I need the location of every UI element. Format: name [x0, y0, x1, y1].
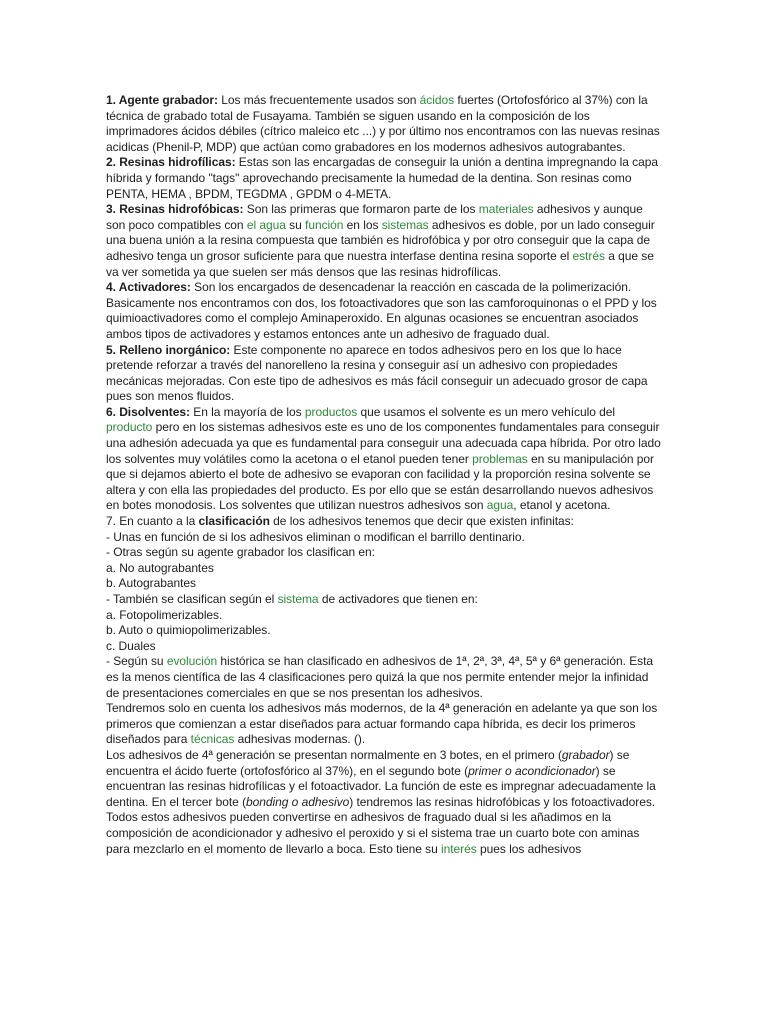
text-run: ) se encuentra el ácido fuerte (ortofosfórico al 37%), en el segundo bote (	[106, 747, 630, 778]
document-body	[106, 93, 662, 857]
text-run: b. Autograbantes	[106, 576, 196, 591]
inline-link[interactable]: estrés	[572, 248, 605, 263]
text-run: en su manipulación por que si dejamos abierto el bote de adhesivo se evaporan con facilidad y la proporción resina solvente se altera y con ella las propiedades del producto. Es por ello que se están desarrollando nuevos adhesivos en botes monodosis. Los solventes que utilizan nuestros adhesivos son	[106, 451, 654, 513]
paragraph	[106, 748, 662, 810]
text-run: Tendremos solo en cuenta los adhesivos más modernos, de la 4ª generación en adelante ya que son los primeros que comienzan a estar diseñados para actuar formando capa híbrida, es decir los primeros diseñados para	[106, 701, 658, 747]
section-heading: 4. Activadores:	[106, 280, 191, 295]
text-run: pero en los sistemas adhesivos este es uno de los componentes fundamentales para conseguir una adhesión adecuada ya que es fundamental para conseguir una adecuada capa híbrida. Por otro lado los solventes muy volátiles como la acetona o el etanol pueden tener	[106, 420, 661, 466]
paragraph	[106, 561, 662, 577]
emphasis-text: bonding o adhesivo	[246, 794, 350, 809]
section-heading: 3. Resinas hidrofóbicas:	[106, 202, 244, 217]
inline-link[interactable]: agua	[486, 498, 514, 513]
text-run: ) se encuentran las resinas hidrofílicas y el fotoactivador. La función de este es impregnar adecuadamente la dentina. En el tercer bote (	[106, 763, 656, 809]
inline-link[interactable]: técnicas	[190, 732, 235, 747]
text-run: - Según su	[106, 654, 167, 669]
text-run: su	[285, 217, 306, 232]
paragraph	[106, 623, 662, 639]
text-run: Son las primeras que formaron parte de los	[243, 202, 479, 217]
section-heading: 5. Relleno inorgánico:	[106, 342, 231, 357]
paragraph	[106, 343, 662, 405]
text-run: b. Auto o quimiopolimerizables.	[106, 623, 271, 638]
text-run: c. Duales	[106, 638, 156, 653]
inline-link[interactable]: sistema	[277, 592, 319, 606]
text-run: 7. En cuanto a la	[106, 514, 199, 529]
text-run: adhesivos es doble, por un lado conseguir una buena unión a la resina compuesta que también es hidrofóbica y por otro conseguir que la capa de adhesivo tenga un grosor suficiente para que nuestra interfase dentina resina soporte el	[106, 217, 655, 263]
text-run: en los	[343, 217, 382, 232]
section-heading: 6. Disolventes:	[106, 404, 190, 419]
paragraph	[106, 608, 662, 624]
text-run: que usamos el solvente es un mero vehículo del	[357, 404, 615, 419]
text-run: pues los adhesivos	[476, 841, 582, 856]
text-run: Estas son las encargadas de conseguir la unión a dentina impregnando la capa híbrida y formando "tags" aprovechando precisamente la humedad de la dentina. Son resinas como PENTA, HEMA , BPDM, TEGDMA , GPDM o 4-META.	[106, 155, 658, 201]
section-heading: clasificación	[198, 514, 270, 529]
paragraph	[106, 654, 662, 701]
paragraph	[106, 576, 662, 592]
text-run: a que se va ver sometida ya que suelen ser más densos que las resinas hidrofílicas.	[106, 248, 654, 279]
text-run: de los adhesivos tenemos que decir que existen infinitas:	[269, 514, 574, 529]
section-heading: 1. Agente grabador:	[106, 93, 218, 107]
text-run: En la mayoría de los	[189, 404, 305, 419]
text-run: Este componente no aparece en todos adhesivos pero en los que lo hace pretende reforzar a través del nanorelleno la resina y conseguir así un adhesivo con propiedades mecánicas mejoradas. Con este tipo de adhesivos es más fácil conseguir un adecuado grosor de capa pues son menos fluidos.	[106, 342, 648, 404]
paragraph	[106, 810, 662, 857]
text-run: Todos estos adhesivos pueden convertirse en adhesivos de fraguado dual si les añadimos en la composición de acondicionador y adhesivo el peroxido y si el sistema trae un cuarto bote con aminas para mezclarlo en el momento de llevarlo a boca. Esto tiene su	[106, 810, 640, 856]
inline-link[interactable]: ácidos	[419, 93, 455, 107]
inline-link[interactable]: sistemas	[381, 217, 429, 232]
paragraph	[106, 405, 662, 514]
inline-link[interactable]: evolución	[166, 654, 218, 669]
text-run: histórica se han clasificado en adhesivos de 1ª, 2ª, 3ª, 4ª, 5ª y 6ª generación. Esta es la menos científica de las 4 clasificaciones pero quizá la que nos permite entender mejor la infinidad de presentaciones comerciales en que se nos presentan los adhesivos.	[106, 654, 654, 700]
paragraph	[106, 545, 662, 561]
text-run: Son los encargados de desencadenar la reacción en cascada de la polimerización. Basicamente nos encontramos con dos, los fotoactivadores que son las camforoquinonas o el PPD y los quimioactivadores como el complejo Aminaperoxido. En algunas ocasiones se encuentran asociados ambos tipos de activadores y estamos entonces ante un adhesivo de fraguado dual.	[106, 280, 657, 341]
emphasis-text: grabador	[561, 747, 610, 762]
text-run: - Unas en función de si los adhesivos eliminan o modifican el barrillo dentinario.	[106, 529, 525, 544]
text-run: adhesivas modernas. ().	[234, 732, 366, 747]
paragraph	[106, 592, 662, 608]
text-run: - También se clasifican según el	[106, 592, 278, 606]
inline-link[interactable]: producto	[106, 420, 153, 435]
text-run: a. Fotopolimerizables.	[106, 607, 223, 622]
paragraph	[106, 701, 662, 748]
text-run: a. No autograbantes	[106, 560, 214, 575]
inline-link[interactable]: productos	[304, 404, 358, 419]
paragraph	[106, 530, 662, 546]
text-run: ) tendremos las resinas hidrofóbicas y los fotoactivadores.	[349, 794, 656, 809]
inline-link[interactable]: interés	[441, 841, 477, 856]
text-run: fuertes (Ortofosfórico al 37%) con la técnica de grabado total de Fusayama. También se siguen usando en la composición de los imprimadores ácidos débiles (cítrico maleico etc ...) y por último nos encontramos con las nuevas resinas acidicas (Phenil-P, MDP) que actúan como grabadores en los modernos adhesivos autograbantes.	[106, 93, 660, 154]
inline-link[interactable]: función	[305, 217, 344, 232]
paragraph	[106, 514, 662, 530]
paragraph	[106, 93, 662, 155]
text-run: , etanol y acetona.	[513, 498, 611, 513]
paragraph	[106, 202, 662, 280]
inline-link[interactable]: materiales	[478, 202, 534, 217]
paragraph	[106, 280, 662, 342]
text-run: Los más frecuentemente usados son	[217, 93, 420, 107]
section-heading: 2. Resinas hidrofílicas:	[106, 155, 236, 170]
text-run: - Otras según su agente grabador los clasifican en:	[106, 545, 375, 560]
inline-link[interactable]: problemas	[472, 451, 528, 466]
paragraph	[106, 155, 662, 202]
text-run: Los adhesivos de 4ª generación se presentan normalmente en 3 botes, en el primero (	[106, 747, 562, 762]
emphasis-text: primer o acondicionador	[468, 763, 596, 778]
paragraph	[106, 639, 662, 655]
inline-link[interactable]: el agua	[246, 217, 286, 232]
text-run: de activadores que tienen en:	[318, 592, 478, 606]
text-run: adhesivos y aunque son poco compatibles con	[106, 202, 643, 232]
